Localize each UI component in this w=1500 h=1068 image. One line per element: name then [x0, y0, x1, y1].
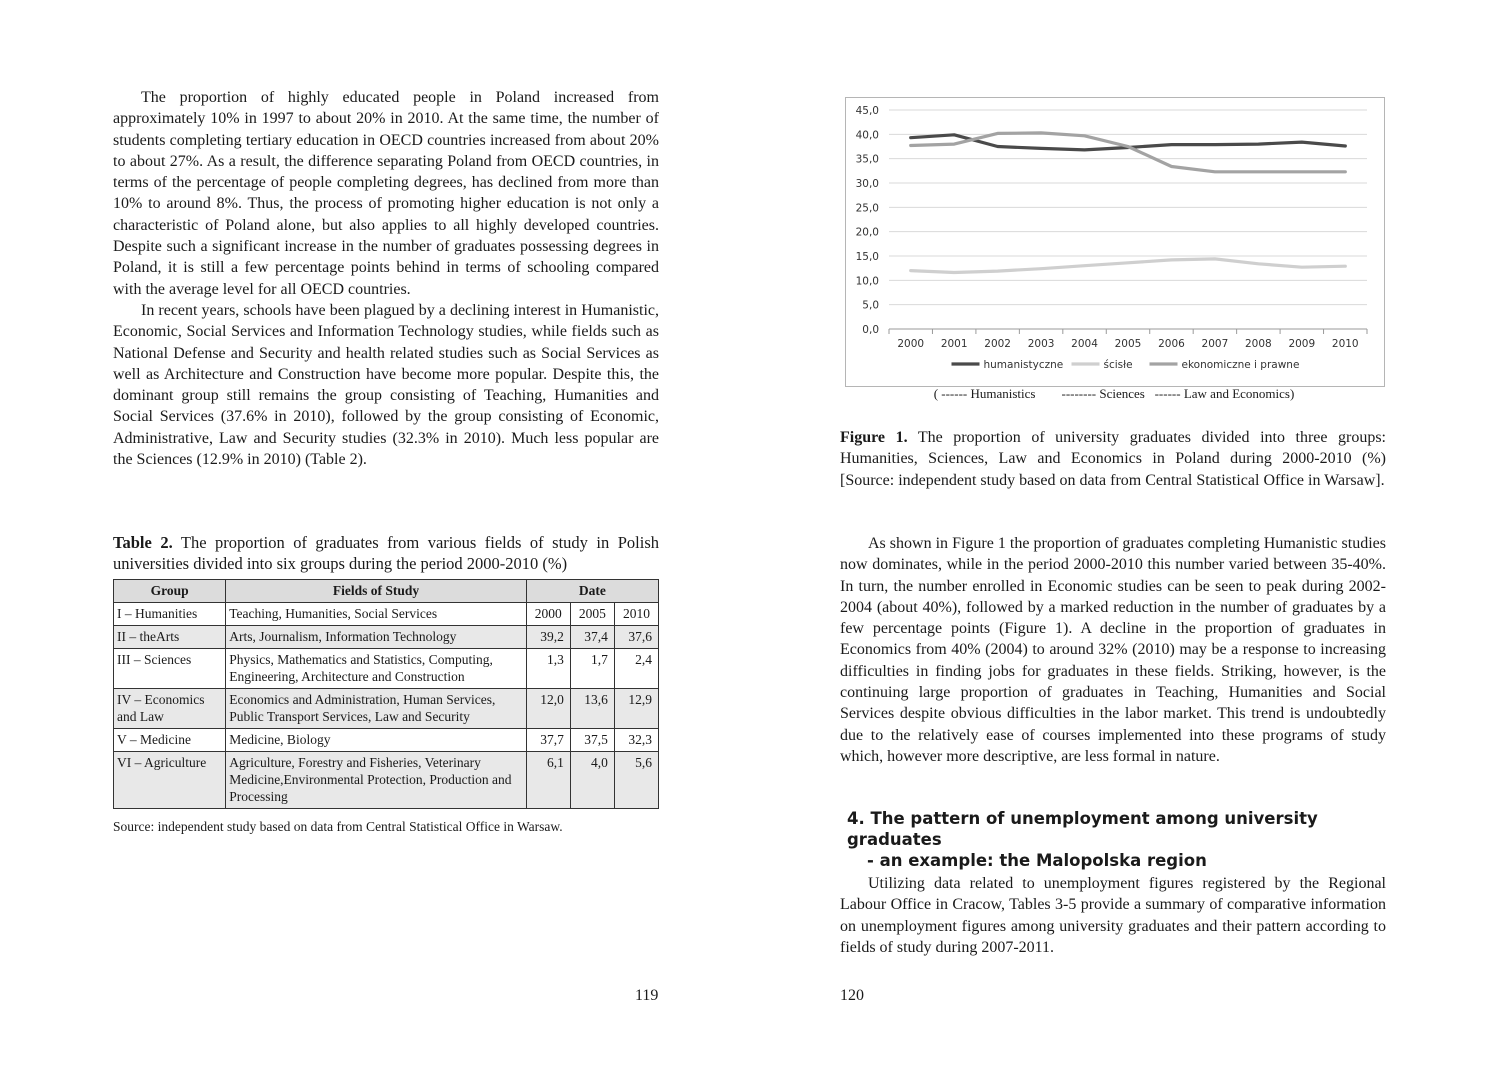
fields-cell: Economics and Administration, Human Services, Public Transport Services, Law and Security — [226, 689, 527, 729]
x-tick-label: 2002 — [984, 338, 1012, 350]
year-cell: 2000 — [526, 603, 570, 626]
table-caption-text: The proportion of graduates from various fields of study in Polish universities divided into six groups during the period 2000-2010 (%) — [113, 533, 659, 574]
x-tick-label: 2001 — [940, 338, 968, 350]
y-tick-label: 15,0 — [855, 251, 879, 263]
y-tick-label: 25,0 — [855, 202, 879, 215]
fields-cell: Arts, Journalism, Information Technology — [226, 626, 527, 649]
x-tick-label: 2009 — [1288, 338, 1316, 350]
graduates-table — [113, 579, 659, 809]
right-paragraph-1: As shown in Figure 1 the proportion of graduates completing Humanistic studies now dominates, while in the period 2000-2010 this number varied between 35-40%. In turn, the number enrolled in Economic studies can be seen to peak during 2002-2004 (about 40%), followed by a marked reduction in the number of graduates by a few percentage points (Figure 1). A decline in the proportion of graduates in Economics from 40% (2004) to around 32% (2010) may be a response to increasing difficulties in finding jobs for graduates in these fields. Striking, however, is the continuing large proportion of graduates in Teaching, Humanities and Social Services despite obvious difficulties in the labor market. This trend is undoubtedly due to the relatively ease of courses implemented into these programs of study which, however more descriptive, are less formal in nature. — [840, 535, 1386, 765]
y-tick-label: 30,0 — [855, 178, 879, 190]
y-tick-label: 20,0 — [855, 226, 879, 239]
legend-label: ekonomiczne i prawne — [1181, 359, 1300, 371]
value-cell: 37,7 — [526, 729, 570, 752]
table-row — [114, 689, 659, 729]
value-cell: 32,3 — [614, 729, 658, 752]
figure-1-chart — [845, 97, 1385, 387]
legend-label: ścisłe — [1103, 359, 1133, 371]
table-row — [114, 729, 659, 752]
section-heading-line2: - an example: the Malopolska region — [867, 851, 1207, 870]
section-heading-line1: 4. The pattern of unemployment among university graduates — [847, 809, 1318, 849]
group-cell: III – Sciences — [114, 649, 226, 689]
chart-legend-note: ( ------ Humanistics -------- Sciences ------ Law and Economics) — [933, 386, 1295, 401]
x-tick-label: 2006 — [1158, 338, 1185, 350]
value-cell: 1,3 — [526, 649, 570, 689]
group-cell: IV – Economics and Law — [114, 689, 226, 729]
value-cell: 12,0 — [526, 689, 570, 729]
header-fields: Fields of Study — [226, 580, 527, 603]
value-cell: 4,0 — [570, 752, 614, 809]
value-cell: 37,4 — [570, 626, 614, 649]
page-number-left: 119 — [635, 987, 659, 1004]
group-cell: V – Medicine — [114, 729, 226, 752]
series-line — [911, 133, 1346, 172]
table-row — [114, 649, 659, 689]
x-tick-label: 2000 — [897, 338, 925, 350]
y-tick-label: 5,0 — [862, 299, 879, 312]
group-cell: II – theArts — [114, 626, 226, 649]
year-cell: 2010 — [614, 603, 658, 626]
fields-cell: Physics, Mathematics and Statistics, Computing, Engineering, Architecture and Construction — [226, 649, 527, 689]
fields-cell: Teaching, Humanities, Social Services — [226, 603, 527, 626]
right-paragraph-2: Utilizing data related to unemployment figures registered by the Regional Labour Office in Cracow, Tables 3-5 provide a summary of comparative information on unemployment figures among university graduates and their pattern according to fields of study during 2007-2011. — [840, 875, 1386, 956]
value-cell: 13,6 — [570, 689, 614, 729]
left-paragraph-1: The proportion of highly educated people in Poland increased from approximately 10% in 1997 to about 20% in 2010. At the same time, the number of students completing tertiary education in OECD countries increased from about 20% to about 27%. As a result, the difference separating Poland from OECD countries, in terms of the percentage of people completing degrees, has declined from more than 10% to around 8%. Thus, the process of promoting higher education is not only a characteristic of Poland alone, but also applies to all highly developed countries. Despite such a significant increase in the number of graduates possessing degrees in Poland, it is still a few percentage points behind in terms of schooling compared with the average level for all OECD countries. — [113, 89, 659, 298]
table-row — [114, 603, 659, 626]
figure-caption — [840, 427, 1386, 491]
value-cell: 37,5 — [570, 729, 614, 752]
group-cell: I – Humanities — [114, 603, 226, 626]
y-tick-label: 45,0 — [855, 105, 879, 117]
fields-cell: Medicine, Biology — [226, 729, 527, 752]
value-cell: 37,6 — [614, 626, 658, 649]
table-caption — [113, 532, 659, 575]
table-caption-label: Table 2. — [113, 533, 173, 552]
x-tick-label: 2008 — [1244, 338, 1272, 350]
header-group: Group — [114, 580, 226, 603]
x-tick-label: 2010 — [1331, 338, 1359, 350]
x-tick-label: 2007 — [1201, 338, 1229, 350]
table-row — [114, 752, 659, 809]
value-cell: 39,2 — [526, 626, 570, 649]
value-cell: 2,4 — [614, 649, 658, 689]
section-heading — [847, 808, 1392, 871]
line-chart-svg — [846, 98, 1384, 386]
page-number-right: 120 — [840, 987, 864, 1004]
value-cell: 1,7 — [570, 649, 614, 689]
value-cell: 5,6 — [614, 752, 658, 809]
y-tick-label: 40,0 — [855, 129, 879, 142]
year-cell: 2005 — [570, 603, 614, 626]
x-tick-label: 2005 — [1114, 338, 1142, 350]
left-paragraph-2: In recent years, schools have been plagued by a declining interest in Humanistic, Economic, Social Services and Information Technology studies, while fields such as National Defense and Security and health related studies such as Social Services as well as Architecture and Construction have become more popular. Despite this, the dominant group still remains the group consisting of Teaching, Humanities and Social Services (37.6% in 2010), followed by the group consisting of Economic, Administrative, Law and Security studies (32.3% in 2010). Much less popular are the Sciences (12.9% in 2010) (Table 2). — [113, 301, 659, 469]
series-line — [911, 259, 1346, 273]
y-tick-label: 10,0 — [855, 275, 879, 288]
x-tick-label: 2003 — [1027, 338, 1055, 350]
figure-caption-label: Figure 1. — [840, 429, 908, 446]
table-source-note: Source: independent study based on data from Central Statistical Office in Warsaw. — [113, 819, 563, 834]
figure-caption-text: The proportion of university graduates divided into three groups: Humanities, Sciences, Law and Economics in Poland during 2000-2010 (%) [Source: independent study based on data from Central Statistical Office in Warsaw]. — [840, 429, 1387, 489]
legend-label: humanistyczne — [983, 359, 1064, 371]
header-date: Date — [526, 580, 658, 603]
y-tick-label: 0,0 — [862, 324, 879, 336]
table-row — [114, 626, 659, 649]
x-tick-label: 2004 — [1071, 338, 1098, 350]
fields-cell: Agriculture, Forestry and Fisheries, Veterinary Medicine,Environmental Protection, Production and Processing — [226, 752, 527, 809]
group-cell: VI – Agriculture — [114, 752, 226, 809]
value-cell: 6,1 — [526, 752, 570, 809]
value-cell: 12,9 — [614, 689, 658, 729]
y-tick-label: 35,0 — [855, 153, 879, 166]
